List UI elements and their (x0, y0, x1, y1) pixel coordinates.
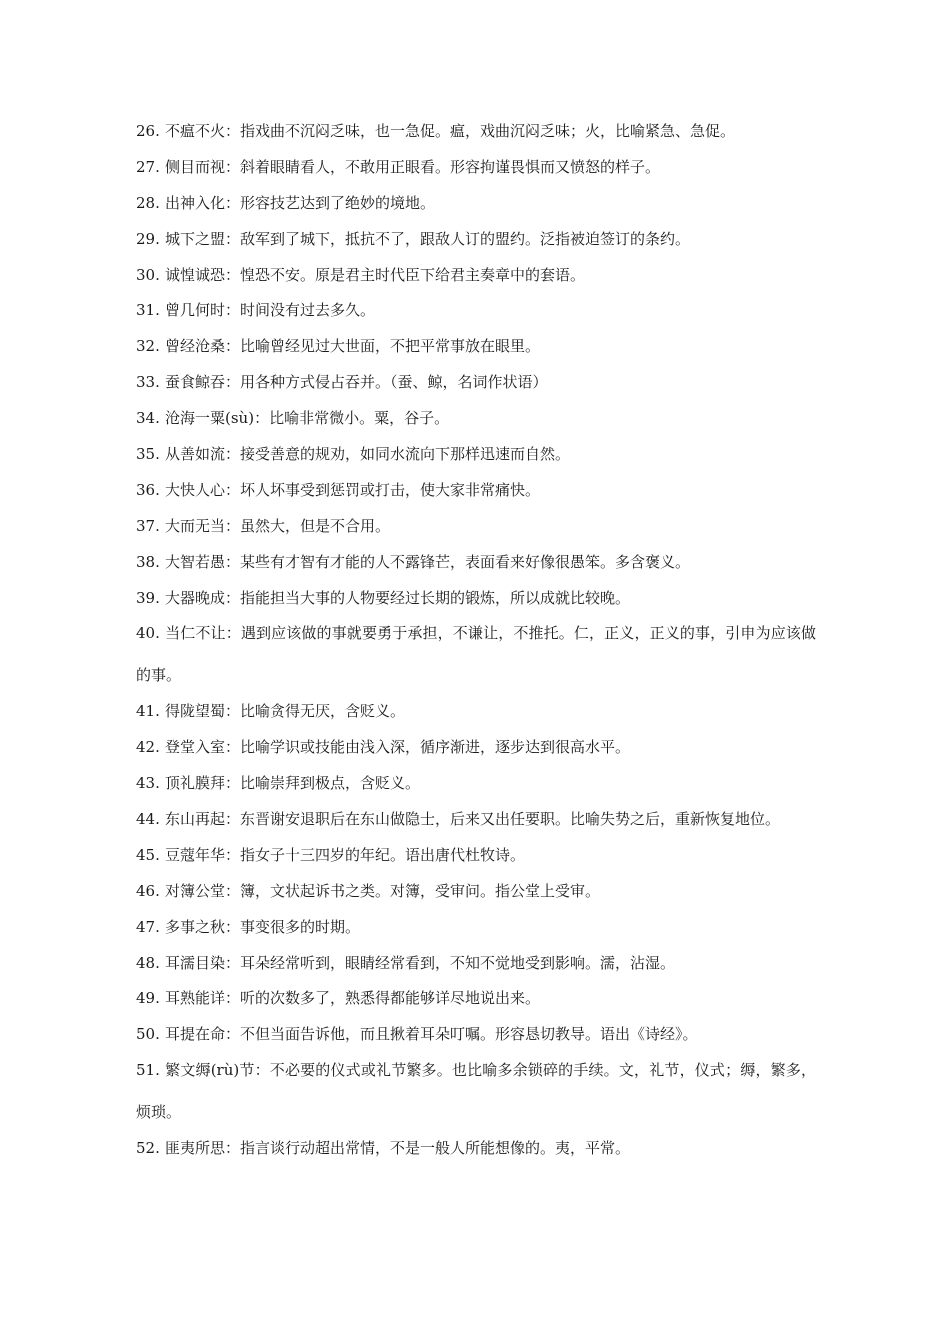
item-text: 大智若愚：某些有才智有才能的人不露锋芒，表面看来好像很愚笨。多含褒义。 (165, 552, 691, 571)
item-number: 43. (136, 774, 160, 793)
list-item (136, 798, 816, 840)
item-text: 耳熟能详：听的次数多了，熟悉得都能够详尽地说出来。 (165, 989, 541, 1008)
item-number: 30. (136, 265, 160, 284)
item-text: 多事之秋：事变很多的时期。 (165, 917, 361, 936)
item-number: 34. (136, 409, 160, 428)
list-item (136, 702, 816, 720)
item-number: 46. (136, 881, 160, 900)
item-number: 47. (136, 917, 160, 936)
list-item (136, 301, 816, 319)
item-number: 32. (136, 337, 160, 356)
item-number: 29. (136, 229, 160, 248)
list-item (136, 445, 816, 463)
item-text: 耳提在命：不但当面告诉他，而且揪着耳朵叮嘱。形容恳切教导。语出《诗经》。 (165, 1025, 698, 1044)
item-text: 豆蔻年华：指女子十三四岁的年纪。语出唐代杜牧诗。 (165, 845, 526, 864)
list-item (136, 122, 816, 140)
item-text: 沧海一粟(sù)：比喻非常微小。粟，谷子。 (165, 409, 450, 428)
item-number: 36. (136, 480, 160, 499)
item-number: 52. (136, 1139, 160, 1158)
item-number: 33. (136, 373, 160, 392)
item-text: 诚惶诚恐：惶恐不安。原是君主时代臣下给君主奏章中的套语。 (165, 265, 586, 284)
item-text: 蚕食鲸吞：用各种方式侵占吞并。（蚕、鲸，名词作状语） (165, 373, 548, 392)
item-number: 37. (136, 516, 160, 535)
item-text: 从善如流：接受善意的规劝，如同水流向下那样迅速而自然。 (165, 445, 571, 464)
item-text: 曾几何时：时间没有过去多久。 (165, 301, 376, 320)
item-text: 顶礼膜拜：比喻崇拜到极点，含贬义。 (165, 774, 421, 793)
list-item (136, 882, 816, 900)
list-item (136, 230, 816, 248)
item-text: 大而无当：虽然大，但是不合用。 (165, 516, 391, 535)
item-number: 49. (136, 989, 160, 1008)
list-item (136, 481, 816, 499)
list-item (136, 337, 816, 355)
item-number: 41. (136, 702, 160, 721)
item-number: 39. (136, 588, 160, 607)
item-text: 侧目而视：斜着眼睛看人，不敢用正眼看。形容拘谨畏惧而又愤怒的样子。 (165, 157, 661, 176)
item-number: 42. (136, 738, 160, 757)
list-item (136, 266, 816, 284)
item-text: 耳濡目染：耳朵经常听到，眼睛经常看到，不知不觉地受到影响。濡，沾湿。 (165, 953, 676, 972)
list-item (136, 918, 816, 936)
item-text: 得陇望蜀：比喻贪得无厌，含贬义。 (165, 702, 406, 721)
list-item (136, 589, 816, 607)
list-item (136, 846, 816, 864)
item-number: 31. (136, 301, 160, 320)
item-text: 出神入化：形容技艺达到了绝妙的境地。 (165, 193, 436, 212)
item-number: 44. (136, 810, 160, 829)
item-number: 27. (136, 157, 160, 176)
item-number: 48. (136, 953, 160, 972)
item-text: 大器晚成：指能担当大事的人物要经过长期的锻炼，所以成就比较晚。 (165, 588, 631, 607)
list-item (136, 774, 816, 792)
item-number: 38. (136, 552, 160, 571)
list-item (136, 553, 816, 571)
idiom-list (136, 122, 816, 1175)
item-number: 50. (136, 1025, 160, 1044)
list-item (136, 1025, 816, 1043)
item-number: 35. (136, 445, 160, 464)
list-item (136, 517, 816, 535)
list-item (136, 373, 816, 391)
list-item (136, 1049, 816, 1133)
item-text: 当仁不让：遇到应该做的事就要勇于承担，不谦让，不推托。仁，正义，正义的事，引申为应该做的事。 (136, 624, 816, 685)
list-item (136, 954, 816, 972)
item-number: 28. (136, 193, 160, 212)
list-item (136, 612, 816, 696)
list-item (136, 194, 816, 212)
list-item (136, 158, 816, 176)
item-text: 曾经沧桑：比喻曾经见过大世面，不把平常事放在眼里。 (165, 337, 541, 356)
item-text: 对簿公堂：簿，文状起诉书之类。对簿，受审问。指公堂上受审。 (165, 881, 601, 900)
item-text: 城下之盟：敌军到了城下，抵抗不了，跟敌人订的盟约。泛指被迫签订的条约。 (165, 229, 691, 248)
item-text: 东山再起：东晋谢安退职后在东山做隐士，后来又出任要职。比喻失势之后，重新恢复地位。 (165, 810, 781, 829)
item-number: 26. (136, 122, 160, 140)
list-item (136, 989, 816, 1007)
list-item (136, 409, 816, 427)
item-number: 40. (136, 624, 160, 643)
item-text: 匪夷所思：指言谈行动超出常情，不是一般人所能想像的。夷，平常。 (165, 1139, 631, 1158)
list-item (136, 738, 816, 756)
item-text: 不瘟不火：指戏曲不沉闷乏味，也一急促。瘟，戏曲沉闷乏味；火，比喻紧急、急促。 (165, 122, 736, 140)
item-number: 51. (136, 1061, 160, 1080)
item-text: 大快人心：坏人坏事受到惩罚或打击，使大家非常痛快。 (165, 480, 541, 499)
item-number: 45. (136, 845, 160, 864)
item-text: 繁文缛(rù)节：不必要的仪式或礼节繁多。也比喻多余锁碎的手续。文，礼节，仪式；缛，繁多，烦琐。 (136, 1061, 816, 1122)
list-item (136, 1139, 816, 1157)
item-text: 登堂入室：比喻学识或技能由浅入深，循序渐进，逐步达到很高水平。 (165, 738, 631, 757)
